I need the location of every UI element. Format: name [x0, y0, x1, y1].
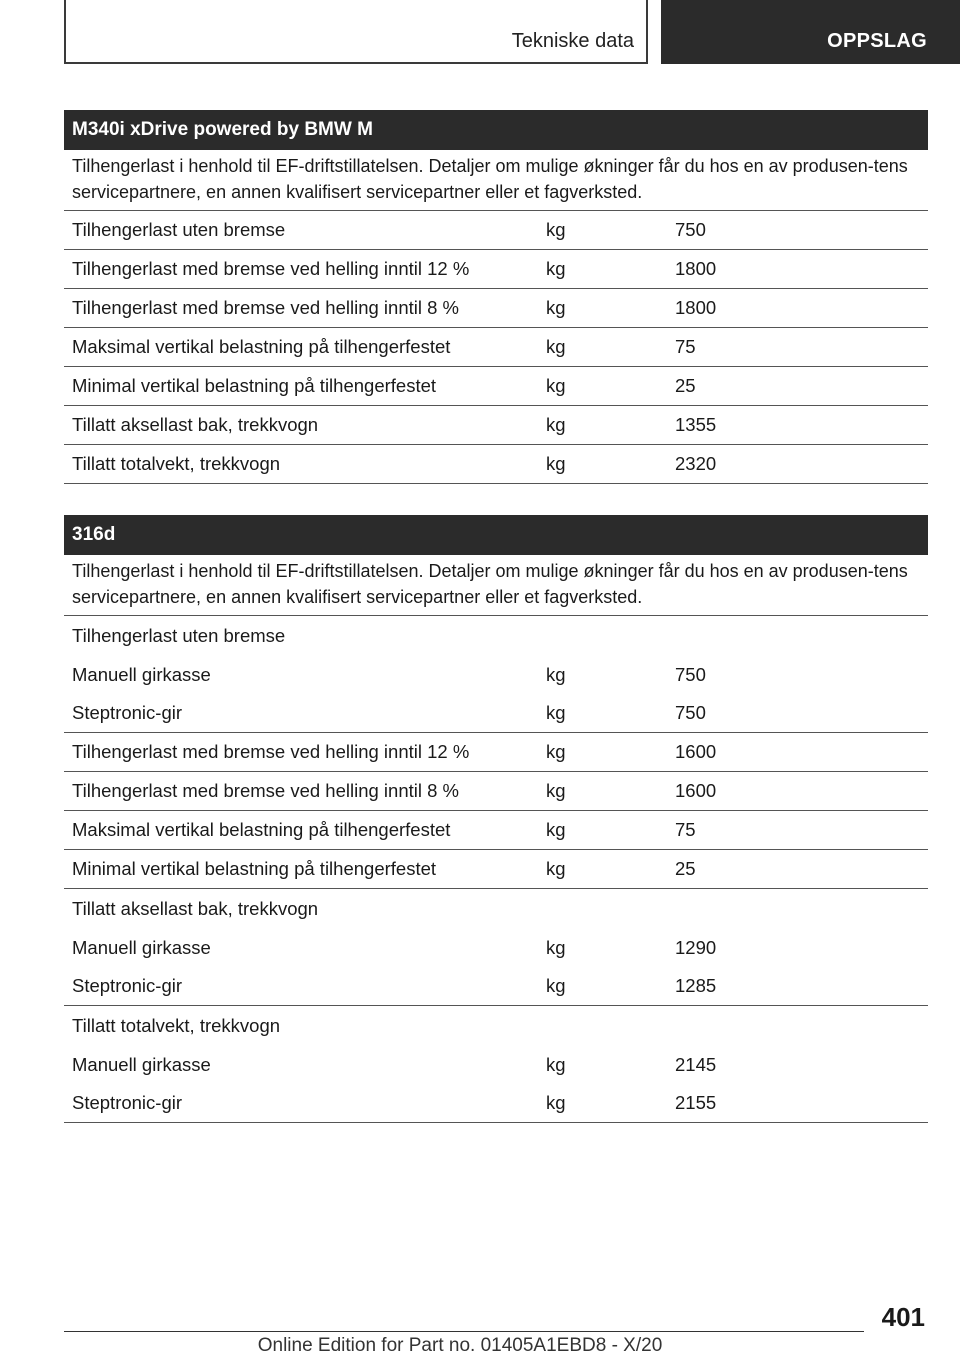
header-chapter-tab: [661, 0, 960, 64]
row-label: Steptronic-gir: [72, 1092, 183, 1113]
table-row: [64, 772, 928, 811]
row-value: 750: [675, 663, 706, 685]
table-row: [64, 616, 928, 655]
table-row: [64, 250, 928, 289]
row-unit: kg: [546, 975, 566, 996]
footer-rule: [64, 1331, 864, 1332]
row-label: Manuell girkasse: [72, 936, 211, 958]
row-label: Tilhengerlast med bremse ved helling inntil 12 %: [72, 258, 470, 279]
row-unit: kg: [546, 819, 566, 840]
footer-edition: Online Edition for Part no. 01405A1EBD8 - X/20: [257, 1335, 663, 1356]
row-unit: kg: [546, 858, 566, 879]
row-label: Maksimal vertikal belastning på tilhengerfestet: [72, 336, 451, 357]
row-label: Tillatt totalvekt, trekkvogn: [72, 453, 281, 474]
row-label: Manuell girkasse: [72, 1053, 211, 1075]
table-row: [64, 211, 928, 250]
block-title: 316d: [64, 515, 928, 555]
row-value: 750: [675, 702, 706, 723]
row-unit: kg: [546, 1092, 566, 1113]
row-value: 1800: [675, 258, 717, 279]
section-title: Tekniske data: [511, 30, 634, 52]
table-row: [64, 655, 928, 694]
row-value: 75: [675, 819, 696, 840]
row-label: Maksimal vertikal belastning på tilhengerfestet: [72, 819, 451, 840]
row-unit: kg: [546, 1053, 566, 1075]
row-value: 2145: [675, 1053, 717, 1075]
row-value: 750: [675, 219, 706, 240]
table-row: [64, 694, 928, 733]
table-row: [64, 967, 928, 1006]
row-unit: kg: [546, 336, 566, 357]
spec-block: [64, 110, 928, 484]
row-value: 1600: [675, 741, 717, 762]
table-row: [64, 928, 928, 967]
table-row: [64, 1084, 928, 1123]
row-unit: kg: [546, 258, 566, 279]
row-value: 1800: [675, 297, 717, 318]
row-label: Tilhengerlast uten bremse: [72, 624, 286, 646]
row-unit: kg: [546, 702, 566, 723]
row-value: 1290: [675, 936, 717, 958]
page-number: 401: [881, 1302, 925, 1332]
table-row: [64, 889, 928, 928]
row-label: Steptronic-gir: [72, 975, 183, 996]
spec-block: [64, 515, 928, 1123]
block-title: M340i xDrive powered by BMW M: [64, 110, 928, 150]
row-unit: kg: [546, 375, 566, 396]
row-unit: kg: [546, 219, 566, 240]
row-unit: kg: [546, 453, 566, 474]
block-intro: Tilhengerlast i henhold til EF-driftstillatelsen. Detaljer om mulige økninger får du hos en av produsen-tens servicepartnere, en annen kvalifisert servicepartner eller et fagverksted.: [64, 555, 928, 616]
row-value: 1285: [675, 975, 717, 996]
table-row: [64, 733, 928, 772]
row-value: 1355: [675, 414, 717, 435]
row-label: Manuell girkasse: [72, 663, 211, 685]
row-label: Tillatt aksellast bak, trekkvogn: [72, 414, 319, 435]
row-unit: kg: [546, 414, 566, 435]
table-row: [64, 367, 928, 406]
table-row: [64, 328, 928, 367]
row-label: Tilhengerlast med bremse ved helling inntil 12 %: [72, 741, 470, 762]
row-value: 2320: [675, 453, 717, 474]
row-unit: kg: [546, 297, 566, 318]
row-label: Steptronic-gir: [72, 702, 183, 723]
row-value: 25: [675, 858, 696, 879]
table-row: [64, 1006, 928, 1045]
row-label: Tillatt totalvekt, trekkvogn: [72, 1014, 281, 1036]
row-unit: kg: [546, 780, 566, 801]
header-section-tab: [64, 0, 648, 64]
row-value: 75: [675, 336, 696, 357]
spec-content: [64, 110, 928, 1154]
row-unit: kg: [546, 936, 566, 958]
row-unit: kg: [546, 741, 566, 762]
row-value: 2155: [675, 1092, 717, 1113]
row-label: Tillatt aksellast bak, trekkvogn: [72, 897, 319, 919]
table-row: [64, 289, 928, 328]
table-row: [64, 445, 928, 484]
row-label: Minimal vertikal belastning på tilhengerfestet: [72, 858, 437, 879]
table-row: [64, 1045, 928, 1084]
row-value: 1600: [675, 780, 717, 801]
table-row: [64, 811, 928, 850]
table-row: [64, 406, 928, 445]
table-row: [64, 850, 928, 889]
row-unit: kg: [546, 663, 566, 685]
row-label: Tilhengerlast med bremse ved helling inntil 8 %: [72, 780, 459, 801]
block-intro: Tilhengerlast i henhold til EF-driftstillatelsen. Detaljer om mulige økninger får du hos en av produsen-tens servicepartnere, en annen kvalifisert servicepartner eller et fagverksted.: [64, 150, 928, 211]
chapter-title: OPPSLAG: [827, 30, 927, 52]
row-label: Tilhengerlast med bremse ved helling inntil 8 %: [72, 297, 459, 318]
row-label: Minimal vertikal belastning på tilhengerfestet: [72, 375, 437, 396]
row-value: 25: [675, 375, 696, 396]
row-label: Tilhengerlast uten bremse: [72, 219, 286, 240]
